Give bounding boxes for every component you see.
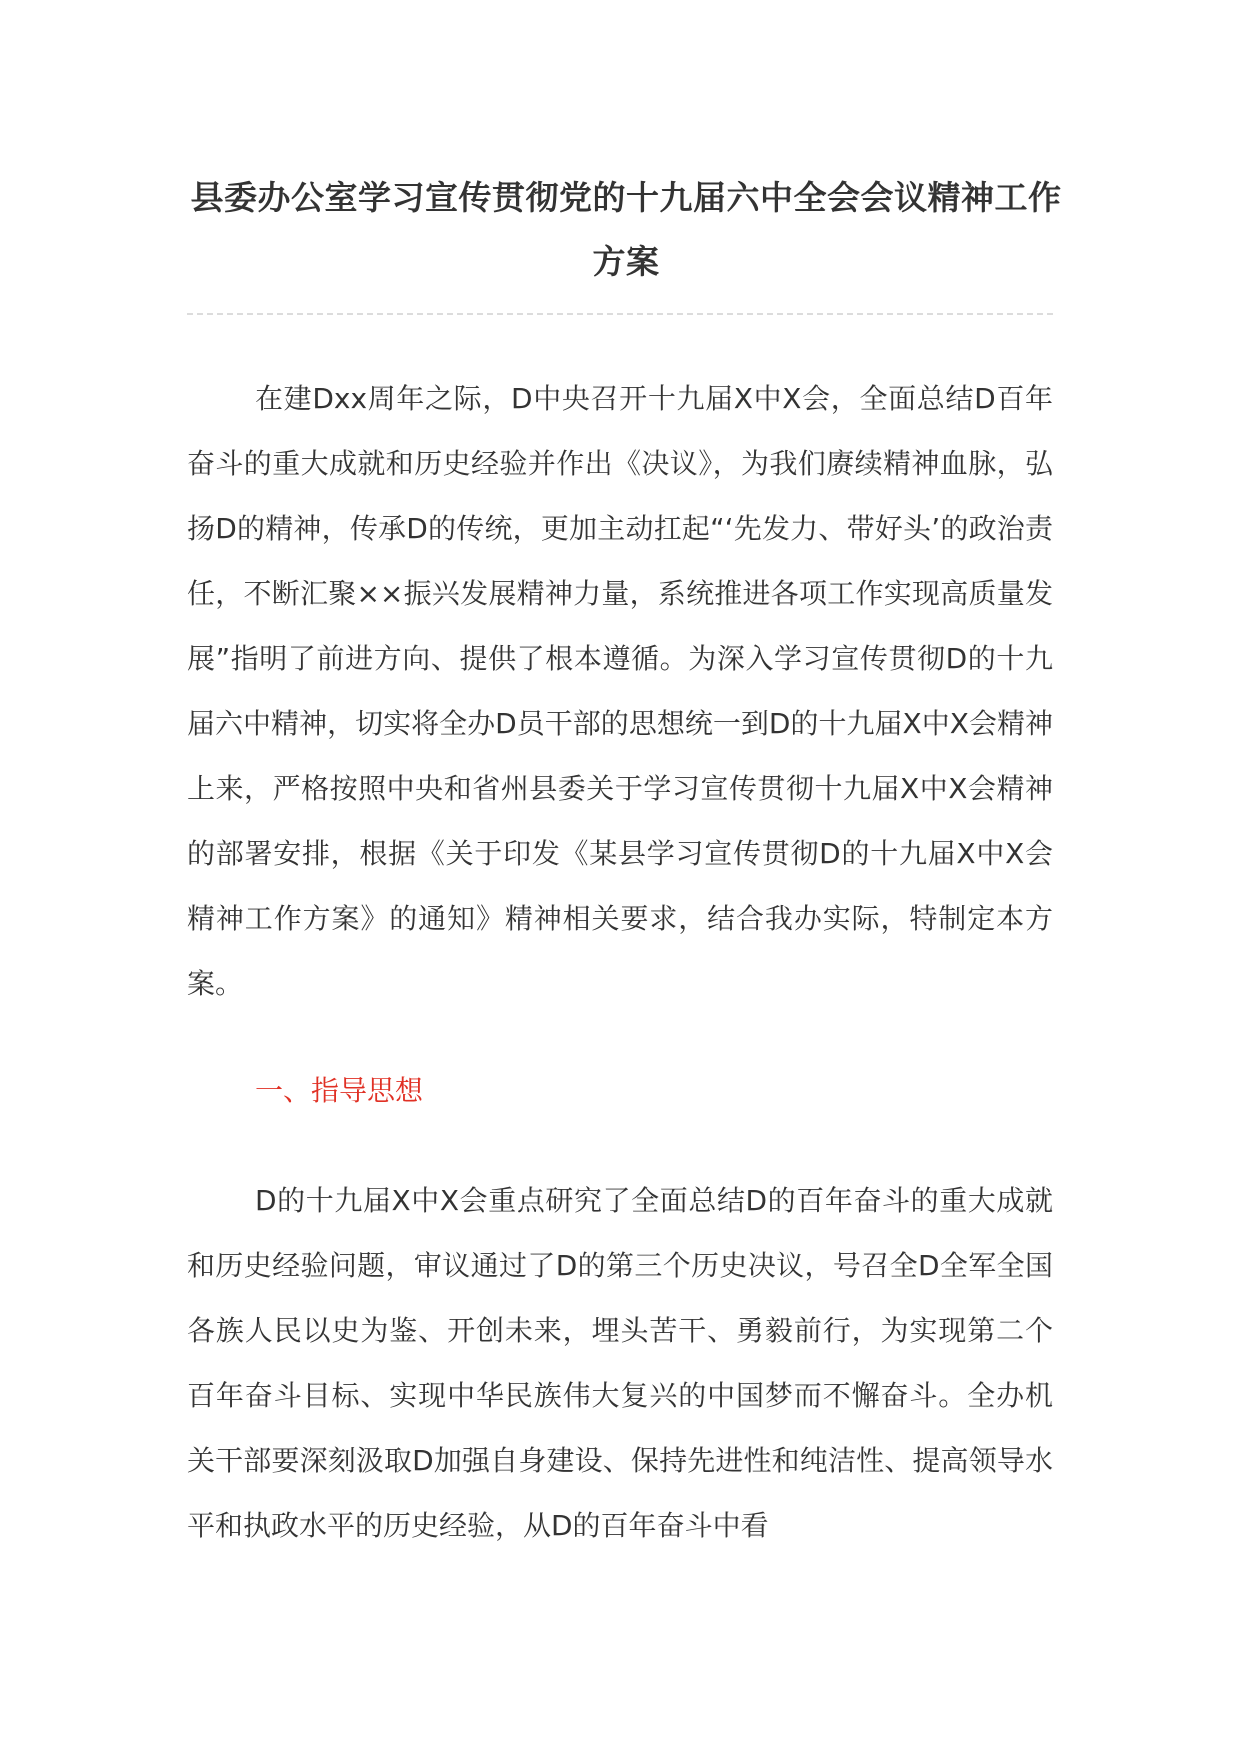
document-title: 县委办公室学习宣传贯彻党的十九届六中全会会议精神工作方案 bbox=[190, 178, 1062, 281]
intro-paragraph: 在建Dxx周年之际，D中央召开十九届X中X会，全面总结D百年奋斗的重大成就和历史经验并作出《决议》，为我们赓续精神血脉，弘扬D的精神，传承D的传统，更加主动扛起“‘先发力、带好头’的政治责任，不断汇聚××振兴发展精神力量，系统推进各项工作实现高质量发展”指明了前进方向、提供了根本遵循。为深入学习宣传贯彻D的十九届六中精神，切实将全办D员干部的思想统一到D的十九届X中X会精神上来，严格按照中央和省州县委关于学习宣传贯彻十九届X中X会精神的部署安排，根据《关于印发《某县学习宣传贯彻D的十九届X中X会精神工作方案》的通知》精神相关要求，结合我办实际，特制定本方案。 bbox=[187, 382, 1053, 1000]
title-divider bbox=[187, 313, 1053, 315]
guiding-ideology-paragraph: D的十九届X中X会重点研究了全面总结D的百年奋斗的重大成就和历史经验问题，审议通过了D的第三个历史决议，号召全D全军全国各族人民以史为鉴、开创未来，埋头苦干、勇毅前行，为实现第二个百年奋斗目标、实现中华民族伟大复兴的中国梦而不懈奋斗。全办机关干部要深刻汲取D加强自身建设、保持先进性和纯洁性、提高领导水平和执政水平的历史经验，从D的百年奋斗中看 bbox=[187, 1184, 1053, 1542]
section-heading-guiding-ideology: 一、指导思想 bbox=[255, 1074, 424, 1107]
document-body bbox=[187, 366, 1053, 1558]
